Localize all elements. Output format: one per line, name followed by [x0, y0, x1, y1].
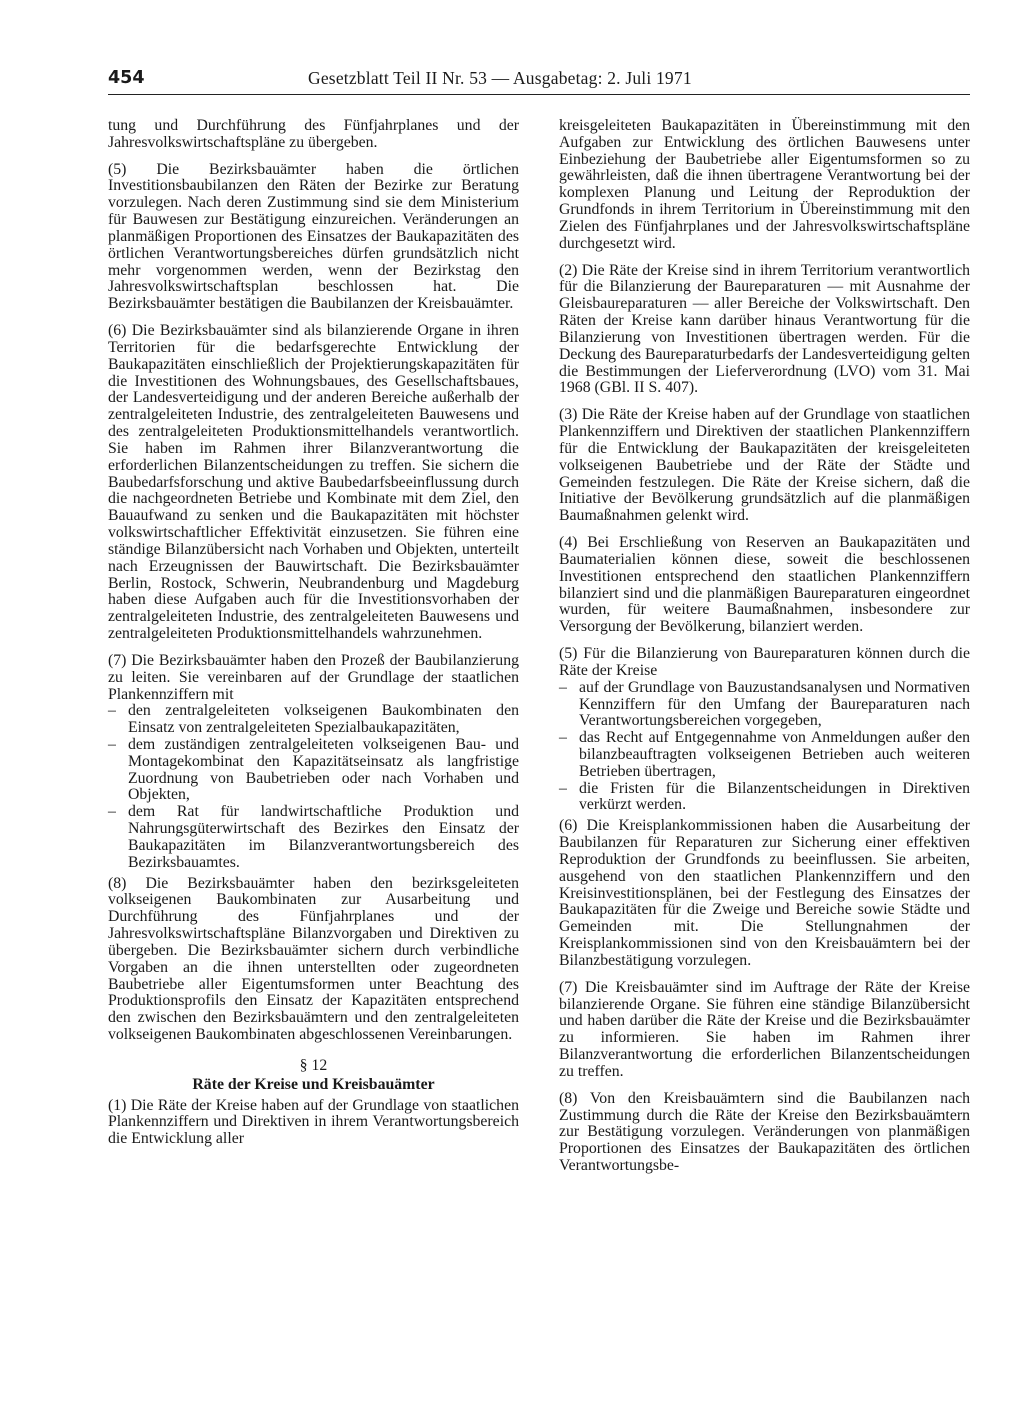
page-header	[108, 66, 970, 95]
list-item: – den zentralgeleiteten volkseigenen Baukombinaten den Einsatz von zentralgeleiteten Spezialbaukapazitäten,	[108, 703, 519, 737]
paragraph-12-6: (6) Die Kreisplankommissionen haben die Ausarbeitung der Baubilanzen für Reparaturen zur Sicherung einer effektiven Reproduktion der Grundfonds zu beeinflussen. Sie arbeiten, ausgehend von den staatlichen Plankennziffern und den Kreisinvestitionsplänen, bei der Festlegung des Einsatzes der Baukapazitäten für die Zweige und Bereiche sowie Städte und Gemeinden mit. Die Stellungnahmen der Kreisplankommissionen sind von den Kreisbauämtern bei der Bilanzbestätigung vorzulegen.	[559, 817, 970, 969]
page-number: 454	[108, 68, 145, 88]
list-item: – das Recht auf Entgegennahme von Anmeldungen außer den bilanzbeauftragten volkseigenen Betrieben auch weiteren Betrieben übertragen,	[559, 730, 970, 780]
paragraph-11-6: (6) Die Bezirksbauämter sind als bilanzierende Organe in ihren Territorien für die bedarfsgerechte Entwicklung der Baukapazitäten einschließlich der Projektierungskapazitäten für die Investitionen des Wohnungsbaues, des Gesellschaftsbaues, der Landesverteidigung und der anderen Bereiche außerhalb der zentralgeleiteten Industrie, des zentralgeleiteten Bauwesens und des zentralgeleiteten Produktionsmittelhandels verantwortlich. Sie haben im Rahmen ihrer Bilanzverantwortung die erforderlichen Bilanzentscheidungen zu treffen. Sie sichern die Baubedarfsforschung und aktive Baubedarfsbeeinflussung durch die nachgeordneten Betriebe und Kombinate mit dem Ziel, den Bauaufwand zu senken und die Baukapazitäten mit höchster volkswirtschaftlicher Effektivität einzusetzen. Sie führen eine ständige Bilanzübersicht nach Vorhaben und Objekten, unterteilt nach Erzeugnissen der Bauwirtschaft. Die Bezirksbauämter Berlin, Rostock, Schwerin, Neubrandenburg und Magdeburg haben diese Aufgaben auch für die Investitionsvorhaben der zentralgeleiteten Industrie, des zentralgeleiteten Bauwesens und zentralgeleiteten Produktionsmittelhandels wahrzunehmen.	[108, 322, 519, 643]
list-item: – auf der Grundlage von Bauzustandsanalysen und Normativen Kennziffern für den Umfang der Baureparaturen nach Verantwortungsbereichen vorgegeben,	[559, 680, 970, 730]
paragraph-12-5: (5) Für die Bilanzierung von Baureparaturen können durch die Räte der Kreise	[559, 645, 970, 679]
list-item: – dem zuständigen zentralgeleiteten volkseigenen Bau- und Montagekombinat den Kapazitätseinsatz als langfristige Zuordnung von Baubetrieben oder nach Vorhaben und Objekten,	[108, 737, 519, 804]
left-column	[108, 118, 519, 1158]
right-column	[559, 118, 970, 1185]
section-number: § 12	[299, 1056, 328, 1074]
paragraph-12-7: (7) Die Kreisbauämter sind im Auftrage der Räte der Kreise bilanzierende Organe. Sie führen eine ständige Bilanzübersicht und haben darüber die Räte der Kreise und die Bezirksbauämter zu informieren. Sie haben im Rahmen ihrer Bilanzverantwortung die erforderlichen Bilanzentscheidungen zu treffen.	[559, 978, 970, 1080]
paragraph-12-2: (2) Die Räte der Kreise sind in ihrem Territorium verantwortlich für die Bilanzierung der Baureparaturen — mit Ausnahme der Gleisbaureparaturen — aller Bereiche der Volkswirtschaft. Den Räten der Kreise kann darüber hinaus Verantwortung für die Bilanzierung von Investitionen übertragen werden. Für die Deckung des Baureparaturbedarfs der Landesverteidigung gelten die Bestimmungen der Lieferverordnung (LVO) vom 31. Mai 1968 (GBl. II S. 407).	[559, 261, 970, 397]
running-head: Gesetzblatt Teil II Nr. 53 — Ausgabetag: 2. Juli 1971	[308, 68, 692, 88]
paragraph-12-3: (3) Die Räte der Kreise haben auf der Grundlage von staatlichen Plankennziffern und Direktiven der staatlichen Plankennziffern für die Entwicklung der Baukapazitäten der kreisgeleiteten volkseigenen Baubetriebe und der Räte der Städte und Gemeinden festzulegen. Die Räte der Kreise sichern, daß die Initiative der Bevölkerung grundsätzlich auf die planmäßigen Baumaßnahmen gelenkt wird.	[559, 406, 970, 525]
section-title: Räte der Kreise und Kreisbauämter	[192, 1075, 435, 1093]
paragraph-12-1: (1) Die Räte der Kreise haben auf der Grundlage von staatlichen Plankennziffern und Direktiven in ihrem Verantwortungsbereich die Entwicklung aller	[108, 1096, 519, 1148]
list-item: – dem Rat für landwirtschaftliche Produktion und Nahrungsgüterwirtschaft des Bezirkes den Einsatz der Baukapazitäten im Bilanzverantwortungsbereich des Bezirksbauamtes.	[108, 804, 519, 871]
dash-list-12-5	[559, 680, 970, 815]
paragraph-12-8: (8) Von den Kreisbauämtern sind die Baubilanzen nach Zustimmung durch die Räte der Kreise den Bezirksbauämtern zur Bestätigung vorzulegen. Veränderungen von planmäßigen Proportionen des Einsatzes der Baukapazitäten des örtlichen Verantwortungsbe-	[559, 1089, 970, 1175]
paragraph-11-5: (5) Die Bezirksbauämter haben die örtlichen Investitionsbaubilanzen den Räten der Bezirke zur Beratung vorzulegen. Nach deren Zustimmung sind sie dem Ministerium für Bauwesen zur Bestätigung einzureichen. Veränderungen an planmäßigen Proportionen des Einsatzes der Baukapazitäten des örtlichen Verantwortungsbereiches dürfen grundsätzlich nicht mehr vorgenommen werden, wenn der Bezirkstag den Jahresvolkswirtschaftsplan beschlossen hat. Die Bezirksbauämter bestätigen die Baubilanzen der Kreisbauämter.	[108, 160, 519, 313]
paragraph-continuation: tung und Durchführung des Fünfjahrplanes und der Jahresvolkswirtschaftspläne zu übergeben.	[108, 117, 519, 151]
paragraph-12-4: (4) Bei Erschließung von Reserven an Baukapazitäten und Baumaterialien können diese, soweit die beschlossenen Investitionen entsprechend den staatlichen Plankennziffern bilanziert sind und die planmäßigen Baureparaturen eingeordnet wurden, für weitere Baumaßnahmen, insbesondere zur Versorgung der Bevölkerung, bilanziert werden.	[559, 534, 970, 636]
dash-list-11-7	[108, 703, 519, 871]
paragraph-11-7: (7) Die Bezirksbauämter haben den Prozeß der Baubilanzierung zu leiten. Sie vereinbaren auf der Grundlage der staatlichen Plankennziffern mit	[108, 651, 519, 703]
list-item: – die Fristen für die Bilanzentscheidungen in Direktiven verkürzt werden.	[559, 781, 970, 815]
paragraph-11-8: (8) Die Bezirksbauämter haben den bezirksgeleiteten volkseigenen Baukombinaten zur Ausarbeitung und Durchführung des Fünfjahrplanes und der Jahresvolkswirtschaftspläne Bilanzvorgaben und Direktiven zu übergeben. Die Bezirksbauämter sichern durch verbindliche Vorgaben an die ihnen unterstellten oder zugeordneten Baubetriebe aller Eigentumsformen unter Beachtung des Produktionsprofils den Einsatz der Kapazitäten entsprechend den zwischen den Bezirksbauämtern und den zentralgeleiteten volkseigenen Baukombinaten abgeschlossenen Vereinbarungen.	[108, 874, 519, 1044]
paragraph-continuation: kreisgeleiteten Baukapazitäten in Übereinstimmung mit den Aufgaben zur Entwicklung des örtlichen Bauwesens unter Einbeziehung der Baubetriebe aller Eigentumsformen so zu gewährleisten, daß die ihnen übertragene Verantwortung bei der komplexen Planung und Leitung der Reproduktion der Grundfonds in ihrem Territorium in Übereinstimmung mit den Zielen des Fünfjahrplanes und der Jahresvolkswirtschaftspläne durchgesetzt wird.	[559, 117, 970, 252]
